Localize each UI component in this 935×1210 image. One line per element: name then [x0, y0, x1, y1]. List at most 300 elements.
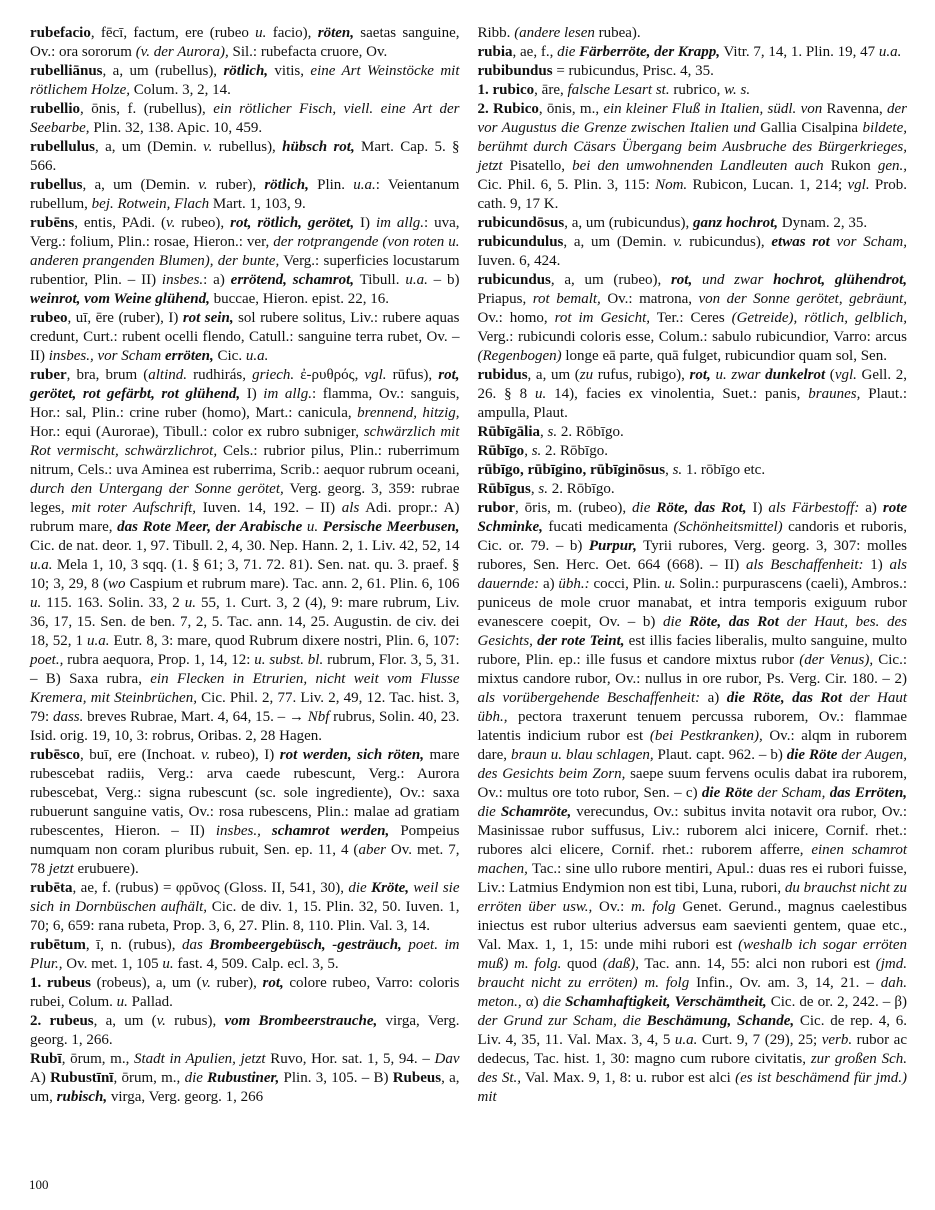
entry-text: , ōrum, m., — [61, 1051, 134, 1067]
entry-text: (Schönheitsmittel) — [673, 519, 783, 535]
entry-text: rot werden, sich röten, — [279, 747, 424, 763]
entry-text: u.a. — [87, 633, 110, 649]
entry-text: griech. — [252, 367, 295, 383]
entry-text: als Färbestoff: — [768, 500, 860, 516]
entry-text: (Regenbogen) — [477, 348, 562, 364]
entry-text: Verg.: superficies locustarum rubentior, Plin. – II) — [30, 253, 460, 288]
entry-text: Ov.: — [592, 899, 632, 915]
entry-text: Ov.: matrona, — [600, 291, 699, 307]
entry-text: ganz hochrot, — [692, 215, 778, 231]
entry-text: , a, um (Demin. — [82, 177, 199, 193]
entry-text: u.a. — [405, 272, 428, 288]
entry-text: Cic. de nat. deor. 1, 97. Tibull. 2, 4, 30. Nep. Hann. 2, 1. Liv. 42, 52, 14 — [30, 538, 460, 554]
headword: Rūbīgālia — [477, 424, 541, 440]
entry-text: , a, um (rubeo), — [550, 272, 671, 288]
headword: rubellio — [30, 101, 81, 117]
entry-text: rubor ac dedecus, Tac. hist. 1, 30: magno cum rubore civitatis, — [477, 1032, 907, 1067]
entry-text: braun u. blau schlagen, — [511, 747, 654, 763]
entry-text: rubeo), I) — [210, 747, 280, 763]
entry-text: u.a. — [245, 348, 269, 364]
entry-text: der Haut, bes. des Gesichts, — [477, 614, 907, 649]
dictionary-entry — [478, 442, 908, 461]
entry-text: Ov.: alqm in ruborem dare, — [477, 728, 907, 763]
headword: 2. Rubico — [477, 101, 539, 117]
entry-text: ein Flecken in Etrurien, nicht weit vom Flusse Kremera, mit Steinbrüchen, — [30, 671, 460, 706]
entry-text: Plaut. capt. 962. – b) — [653, 747, 787, 763]
headword: rubeo — [30, 310, 68, 326]
dictionary-entry — [30, 746, 460, 879]
entry-text: u.a. — [674, 1032, 698, 1048]
entry-text: im allg. — [263, 386, 312, 402]
entry-text: (weshalb ich sogar erröten muß) — [477, 937, 908, 972]
entry-text: Iuven. 14, 192. – II) — [196, 500, 342, 516]
page-number: 100 — [29, 1177, 49, 1192]
headword: rubēns — [30, 215, 75, 231]
entry-text: brennend, hitzig, — [357, 405, 460, 421]
dictionary-entry — [30, 1050, 460, 1107]
entry-text: mare rubescebat radiis, Verg.: arva caede rubescunt, Verg.: Aurora rubescebat, Verg.: signa rubescunt (sc. sole ingrediente), Ov.: saxa rubuerunt sanguine vatis, Ov.: rosa rubescens, Plin.: malae ad gratiam rubescentes, Hieron. – II) — [30, 747, 460, 839]
dictionary-entry — [30, 176, 460, 214]
entry-text: breves Rubrae, Mart. 4, 64, 15. – → — [83, 709, 308, 725]
entry-text: , a, um (Demin. — [563, 234, 674, 250]
entry-text: quod — [561, 956, 603, 972]
entry-text: u. — [30, 595, 42, 611]
entry-text: facio), — [266, 25, 318, 41]
headword: 1. rubeus — [30, 975, 92, 991]
entry-text — [779, 614, 787, 630]
entry-text: ein rötlicher Fisch, viell. eine Art der Seebarbe, — [30, 101, 460, 136]
entry-text: die Röte — [786, 747, 838, 763]
entry-text: : flamma, Ov.: sanguis, Hor.: sal, Plin.: crine ruber (homo), Mart.: canicula, — [30, 386, 460, 421]
entry-text: rot, — [689, 367, 711, 383]
entry-text: rubisch, — [56, 1089, 108, 1105]
entry-text: u.a. — [878, 44, 902, 60]
entry-text: , a, um ( — [93, 1013, 157, 1029]
entry-text: a) — [539, 576, 559, 592]
entry-text: u. subst. bl. — [254, 652, 324, 668]
entry-text: insbes., vor Scham — [48, 348, 162, 364]
dictionary-entry — [30, 62, 460, 100]
entry-text: 55, 1. Curt. 3, 2 (4), 9: mare rubrum, Liv. 36, 17, 15. Sen. de ben. 7, 2, 5. Tac. ann. 14, 25. Augustin. de civ. dei 18, 52, 1 — [30, 595, 460, 649]
entry-text: Mart. Cap. 5. § 566. — [30, 139, 460, 174]
entry-text: Pompeius numquam non coram pluribus rubuit, Sen. ep. 11, 4 ( — [30, 823, 460, 858]
headword: rūbīgo, rūbīgino, rūbīginōsus — [477, 462, 666, 478]
entry-text: (v. der Aurora), — [135, 44, 229, 60]
entry-text: m. folg — [631, 899, 676, 915]
entry-text — [692, 272, 702, 288]
entry-text: Plaut.: ampulla, Plaut. — [477, 386, 908, 421]
entry-text: der rotprangende (von roten u. anderen prangenden Blumen), der bunte, — [30, 234, 460, 269]
entry-text: die Röte — [701, 785, 753, 801]
entry-text: , a, um (Demin. — [95, 139, 204, 155]
entry-text: weinrot, vom Weine glühend, — [30, 291, 210, 307]
headword: rubellulus — [30, 139, 96, 155]
entry-text: Eutr. 8, 3: mare, quod Rubrum dixere nostri, Plin. 6, 107: — [109, 633, 460, 649]
entry-text: die — [348, 880, 372, 896]
entry-text: aber — [358, 842, 386, 858]
entry-text: weil sie sich in Dornbüschen aufhält, — [30, 880, 460, 915]
entry-text: Priapus, — [477, 291, 533, 307]
entry-text: rubra aequora, Prop. 1, 14, 12: — [63, 652, 255, 668]
entry-text: s. — [538, 481, 548, 497]
entry-text: der Haut übh., — [477, 690, 908, 725]
entry-text: insbes. — [161, 272, 204, 288]
entry-text: röten, — [317, 25, 354, 41]
entry-text: erubuere). — [73, 861, 139, 877]
entry-text: Solin.: purpurascens (caeli), Ambros.: puniceus de mole cruor manabat, et intra temporis exiguum rubor evanescere coepit, Ov. – b) — [477, 576, 907, 630]
entry-text: Tibull. — [354, 272, 406, 288]
entry-text: u. — [664, 576, 676, 592]
entry-text: als dauernde: — [477, 557, 907, 592]
entry-text: Hor.: equi (Aurorae), Tibull.: color ex rubro subniger, — [30, 424, 364, 440]
dictionary-entry — [478, 499, 908, 1107]
entry-text: die — [184, 1070, 208, 1086]
entry-text: als vorübergehende Beschaffenheit: — [477, 690, 701, 706]
entry-text: , ae, f., — [512, 44, 558, 60]
entry-text: v. — [166, 215, 176, 231]
dictionary-entry — [478, 366, 908, 423]
entry-text: rubicundus), — [682, 234, 772, 250]
entry-text: , ōnis, m., — [538, 101, 604, 117]
entry-text: Cic.: mixtus candore rubor, Ov.: nullus in ore rubor, Ps. Verg. Cir. 180. – 2) — [477, 652, 908, 687]
entry-text: m. folg. — [514, 956, 562, 972]
entry-text: saepe suum fervens oculis dabat ira ruborem, Ov.: multus ore toto rubor, Sen. – c) — [477, 766, 907, 801]
dictionary-entry — [478, 271, 908, 366]
dictionary-entry — [478, 81, 908, 100]
entry-text: Mart. 1, 103, 9. — [209, 196, 306, 212]
entry-text: Tac. ann. 14, 55: alci non rubori est — [638, 956, 876, 972]
entry-text: der Scham, — [757, 785, 826, 801]
entry-text: u.a. — [353, 177, 376, 193]
headword: ruber — [30, 367, 67, 383]
entry-text: übh.: — [558, 576, 590, 592]
headword: Rubī — [30, 1051, 62, 1067]
entry-text: v. — [203, 139, 213, 155]
entry-text: rubellus), — [212, 139, 283, 155]
entry-text: eine Art Weinstöcke mit rötlichem Holze, — [30, 63, 460, 98]
entry-text: Plin. 32, 138. Apic. 10, 459. — [89, 120, 263, 136]
entry-text: (bei Pestkranken), — [649, 728, 763, 744]
entry-text: Ov. met. 1, 105 — [62, 956, 163, 972]
entry-text: rubrus, Solin. 40, 23. Isid. orig. 19, 10, 3: robrus, Oribas. 2, 28 Hagen. — [30, 709, 460, 744]
entry-text: Tac.: sine ullo rubore mentiri, Apul.: duas res ei rubori fuisse, Liv.: Latmius Endymion non est tibi, Luna, rubori, — [477, 861, 907, 896]
entry-text: Dynam. 2, 35. — [777, 215, 868, 231]
headword: rubicundōsus — [477, 215, 565, 231]
entry-text: mit roter Aufschrift, — [71, 500, 197, 516]
entry-text: rubrum, Flor. 3, 5, 31. – B) Saxa rubra, — [30, 652, 460, 687]
entry-text: Caspium et rubrum mare). Tac. ann. 2, 61. Plin. 6, 106 — [125, 576, 460, 592]
entry-text: , a, um ( — [527, 367, 580, 383]
entry-text: (daß), — [602, 956, 639, 972]
entry-text: rot, gerötet, rot gefärbt, rot glühend, — [30, 367, 460, 402]
headword: Rubustīnī — [50, 1070, 114, 1086]
dictionary-entry — [30, 24, 460, 62]
entry-text: , ōris, m. (rubeo), — [515, 500, 633, 516]
entry-text: die — [477, 804, 496, 820]
entry-text: Sil.: rubefacta cruore, Ov. — [228, 44, 388, 60]
entry-text: a) — [859, 500, 883, 516]
entry-text: Adi. propr.: A) rubrum mare, — [30, 500, 460, 535]
dictionary-entry — [478, 461, 908, 480]
entry-text — [842, 690, 849, 706]
headword: rubibundus — [477, 63, 553, 79]
entry-text: u. — [535, 386, 547, 402]
entry-text: dah. meton., — [477, 975, 907, 1010]
dictionary-entry — [478, 24, 908, 43]
entry-text: ein kleiner Fluß in Italien, südl. von — [603, 101, 823, 117]
entry-text: Cic. Phil. 6, 5. Plin. 3, 115: — [477, 177, 656, 193]
headword: Rubeus — [392, 1070, 442, 1086]
entry-text: s. — [672, 462, 683, 478]
entry-text: Nbf — [307, 709, 330, 725]
entry-text: u. — [255, 25, 267, 41]
entry-text: A) — [30, 1070, 51, 1086]
entry-text: Prob. cath. 9, 17 K. — [477, 177, 907, 212]
entry-text: Stadt in Apulien, jetzt — [133, 1051, 266, 1067]
entry-text: rot, — [670, 272, 693, 288]
entry-text: durch den Untergang der Sonne gerötet, — [30, 481, 284, 497]
entry-text: zur großen Sch. des St., — [477, 1051, 907, 1086]
entry-text: Cic. — [213, 348, 246, 364]
entry-text: colore rubeo, Varro: coloris rubei, Colum. — [30, 975, 460, 1010]
entry-text: Plin. 3, 105. – B) — [279, 1070, 393, 1086]
entry-text: 115. 163. Solin. 33, 2 — [41, 595, 185, 611]
entry-text: Cic. de div. 1, 15. Plin. 32, 50. Iuven. 1, 70; 6, 659: rana rubeta, Prop. 3, 6, 27. Plin. 8, 110. Plin. Val. 3, 14. — [30, 899, 460, 934]
entry-text: fucati medicamenta — [542, 519, 674, 535]
entry-text: rudhirás, — [187, 367, 253, 383]
entry-text: I) — [354, 215, 376, 231]
entry-text: Pallad. — [127, 994, 173, 1010]
entry-text: der Augen, des Gesichts beim Zorn, — [477, 747, 908, 782]
entry-text: rot, rötlich, gerötet, — [230, 215, 355, 231]
entry-text: , ae, f. (rubus) = φρῦνος (Gloss. II, 541, 30), — [72, 880, 349, 896]
entry-text: ἐ-ρυθρός, — [294, 367, 365, 383]
entry-text: α) — [521, 994, 543, 1010]
entry-text: virga, Verg. georg. 1, 266 — [107, 1089, 264, 1105]
dictionary-entry — [478, 480, 908, 499]
entry-text: Iuven. 6, 424. — [477, 253, 561, 269]
dictionary-entry — [30, 879, 460, 936]
entry-text: v. — [198, 177, 208, 193]
entry-text: Verg.: rubicundi coloris esse, Colum.: sabulo rubicundior, Varro: arcus — [477, 329, 907, 345]
headword: 2. rubeus — [30, 1013, 94, 1029]
entry-text: etwas rot — [771, 234, 830, 250]
entry-text: rūfus), — [386, 367, 439, 383]
entry-text: und zwar — [701, 272, 764, 288]
entry-text: die — [663, 614, 690, 630]
entry-text — [261, 823, 272, 839]
entry-text: ( — [825, 367, 835, 383]
entry-text: das — [182, 937, 210, 953]
entry-text: I) — [240, 386, 264, 402]
entry-text: v. — [156, 1013, 166, 1029]
entry-text: , uī, ēre (ruber), I) — [67, 310, 183, 326]
entry-text: du brauchst nicht zu erröten über usw., — [477, 880, 907, 915]
left-column — [30, 24, 460, 1107]
entry-text: v. — [673, 234, 683, 250]
entry-text: rot sein, — [182, 310, 234, 326]
headword: rubefacio — [30, 25, 91, 41]
entry-text: – b) — [427, 272, 460, 288]
entry-text: Röte, das Rot, — [656, 500, 747, 516]
entry-text: Val. Max. 9, 1, 8: u. rubor est alci — [520, 1070, 736, 1086]
entry-text: rubeo), — [175, 215, 231, 231]
entry-text: Infin., Ov. am. 3, 14, 21. – — [689, 975, 881, 991]
entry-text: , a, um (rubellus), — [102, 63, 224, 79]
entry-text: jetzt — [48, 861, 74, 877]
entry-text: die — [557, 44, 580, 60]
entry-text: (der Venus), — [799, 652, 874, 668]
entry-text: vgl. — [834, 367, 857, 383]
entry-text: , a, um (rubicundus), — [564, 215, 693, 231]
entry-text: u. — [116, 994, 128, 1010]
headword: rubēta — [30, 880, 73, 896]
entry-text: Genet. Gerund., magnus caelestibus iniectus est rubor ulterius adversus eam saevienti gentem, quae etc., Val. Max. 1, 1, 15: unde mihi rubori est — [477, 899, 908, 953]
entry-text: rot im Gesicht, — [554, 310, 651, 326]
entry-text: u. — [162, 956, 174, 972]
right-column — [478, 24, 908, 1107]
entry-text: Nom. — [655, 177, 688, 193]
entry-text: rötlich, — [264, 177, 309, 193]
entry-text: u.a. — [30, 557, 53, 573]
entry-text: sol rubere solitus, Liv.: rubere aquas credunt, Curt.: rubent ocelli flendo, Catull.: sanguine terra rubet, Ov. – II) — [30, 310, 460, 364]
entry-text: , ōnis, f. (rubellus), — [80, 101, 214, 117]
entry-text: Pisatello, — [502, 158, 573, 174]
dictionary-entry — [30, 936, 460, 974]
entry-text: (andere lesen — [514, 25, 599, 41]
headword: rubicundulus — [477, 234, 564, 250]
entry-text: u. — [184, 595, 197, 611]
entry-text: 1. rōbīgo etc. — [682, 462, 766, 478]
headword: rubēsco — [30, 747, 80, 763]
entry-text: einen schamrot machen, — [477, 842, 907, 877]
entry-text: v. — [201, 975, 211, 991]
entry-text: 14), facies ex vinolentia, Suet.: panis, — [546, 386, 809, 402]
headword: Rūbīgus — [477, 481, 531, 497]
entry-text: bei den umwohnenden Landleuten auch — [572, 158, 824, 174]
headword: rubelliānus — [30, 63, 103, 79]
dictionary-entry — [30, 974, 460, 1012]
entry-text: altind. — [148, 367, 188, 383]
entry-text: das Erröten, — [829, 785, 908, 801]
entry-text: ruber), — [210, 975, 263, 991]
entry-text: 2. Rōbīgo. — [547, 481, 615, 497]
entry-text: candoris et ruboris, Cic. or. 79. – b) — [477, 519, 908, 554]
dictionary-entry — [478, 214, 908, 233]
entry-text: s. — [547, 424, 558, 440]
entry-text: , a, um, — [30, 1070, 460, 1105]
entry-text: Ravenna, — [822, 101, 887, 117]
entry-text: wo — [108, 576, 126, 592]
entry-text: im allg. — [375, 215, 424, 231]
entry-text: verecundus, Ov.: subitus invita notavit ora rubor, Ov.: Masinissae rubor suffusus, Liv.: ruborem alci inicere, Cornif. rhet.: rubores alci elicere, Cornif. rhet.: ruborem afferre, — [477, 804, 907, 858]
entry-text: a) — [700, 690, 727, 706]
entry-text: braunes, — [808, 386, 861, 402]
entry-text: der rote Teint, — [537, 633, 625, 649]
dictionary-entry — [30, 1012, 460, 1050]
entry-text: Cic. Phil. 2, 77. Liv. 2, 49, 12. Tac. hist. 3, 79: — [30, 690, 460, 725]
entry-text: vor Scham, — [836, 234, 907, 250]
entry-text: Ruvo, Hor. sat. 1, 5, 94. – — [265, 1051, 435, 1067]
entry-text: (robeus), a, um ( — [91, 975, 202, 991]
entry-text: u. — [306, 519, 319, 535]
dictionary-entry — [478, 62, 908, 81]
entry-text: , fēcī, factum, ere (rubeo — [90, 25, 256, 41]
entry-text: Cic. de or. 2, 242. – β) — [766, 994, 907, 1010]
dictionary-entry — [30, 100, 460, 138]
headword: rubidus — [477, 367, 528, 383]
dictionary-entry — [30, 309, 460, 366]
entry-text: schwärzlich mit Rot vermischt, schwärzlichrot, — [30, 424, 460, 459]
entry-text: Plin. — [308, 177, 354, 193]
entry-text: Röte, das Rot — [689, 614, 779, 630]
entry-text: fast. 4, 509. Calp. ecl. 3, 5. — [173, 956, 339, 972]
entry-text: , — [524, 443, 532, 459]
entry-text: Ov.: homo, — [477, 310, 555, 326]
entry-text: rötlich, — [223, 63, 269, 79]
entry-text — [830, 234, 837, 250]
entry-text: rubus), — [165, 1013, 225, 1029]
entry-text: Curt. 9, 7 (29), 25; — [697, 1032, 822, 1048]
headword: rubicundus — [477, 272, 551, 288]
entry-text: dunkelrot — [765, 367, 826, 383]
entry-text: Kröte, — [371, 880, 410, 896]
entry-text: Gallia Cisalpina — [755, 120, 863, 136]
entry-text: virga, Verg. georg. 1, 266. — [30, 1013, 460, 1048]
entry-text: , ī, n. (rubus), — [85, 937, 183, 953]
entry-text: (Getreide), rötlich, gelblich, — [731, 310, 907, 326]
entry-text: Rubicon, Lucan. 1, 214; — [687, 177, 848, 193]
entry-text: als Beschaffenheit: — [745, 557, 864, 573]
entry-text: poet. im Plur., — [30, 937, 460, 972]
entry-text: 2. Rōbīgo. — [557, 424, 624, 440]
entry-text: , āre, — [534, 82, 568, 98]
entry-text: der vor Augustus die Grenze zwischen Italien und — [477, 101, 907, 136]
entry-text: rubea). — [598, 25, 641, 41]
entry-text: (es ist beschämend für jmd.) mit — [477, 1070, 907, 1105]
entry-text: saetas sanguine, Ov.: ora sororum — [30, 25, 460, 60]
entry-text: errötend, schamrot, — [230, 272, 355, 288]
entry-text: gen., — [877, 158, 907, 174]
entry-text: zu — [579, 367, 594, 383]
entry-text: I) — [746, 500, 769, 516]
entry-text: , — [665, 462, 673, 478]
entry-text: v. — [200, 747, 211, 763]
entry-text: vom Brombeerstrauche, — [224, 1013, 378, 1029]
dictionary-entry — [478, 43, 908, 62]
entry-text: Schamhaftigkeit, Verschämtheit, — [565, 994, 767, 1010]
dictionary-entry — [478, 233, 908, 271]
headword: 1. rubico — [477, 82, 535, 98]
entry-text: est illis facies liberalis, multo sanguine, multo rubore, Plin. ep.: ille fusus et candore mixtus rubor — [477, 633, 908, 668]
entry-text: schamrot werden, — [271, 823, 390, 839]
entry-text: bildete, berühmt durch Cäsars Übergang beim Ausbruche des Bürgerkrieges, jetzt — [477, 120, 908, 174]
entry-text: : Veientanum rubellum, — [30, 177, 460, 212]
entry-text: : a) — [203, 272, 231, 288]
entry-text: rot, — [262, 975, 284, 991]
entry-text: Dav — [434, 1051, 460, 1067]
entry-text: der Grund zur Scham, die — [477, 1013, 647, 1029]
entry-text: : uva, Verg.: folium, Plin.: rosae, Hieron.: ver, — [30, 215, 460, 250]
entry-text: ruber), — [207, 177, 265, 193]
entry-text: bej. Rotwein, Flach — [91, 196, 210, 212]
entry-text: rote Schminke, — [477, 500, 908, 535]
entry-text: hübsch rot, — [282, 139, 355, 155]
headword: rubia — [477, 44, 513, 60]
entry-text: longe eā parte, quā fulget, rubicundior quam sol, Sen. — [561, 348, 887, 364]
entry-text: Ov. met. 7, 78 — [30, 842, 460, 877]
entry-text: Mela 1, 10, 3 sqq. (1. § 61; 3, 71. 72. 81). Sen. nat. qu. 3. praef. § 10; 3, 29, 8 ( — [30, 557, 460, 592]
